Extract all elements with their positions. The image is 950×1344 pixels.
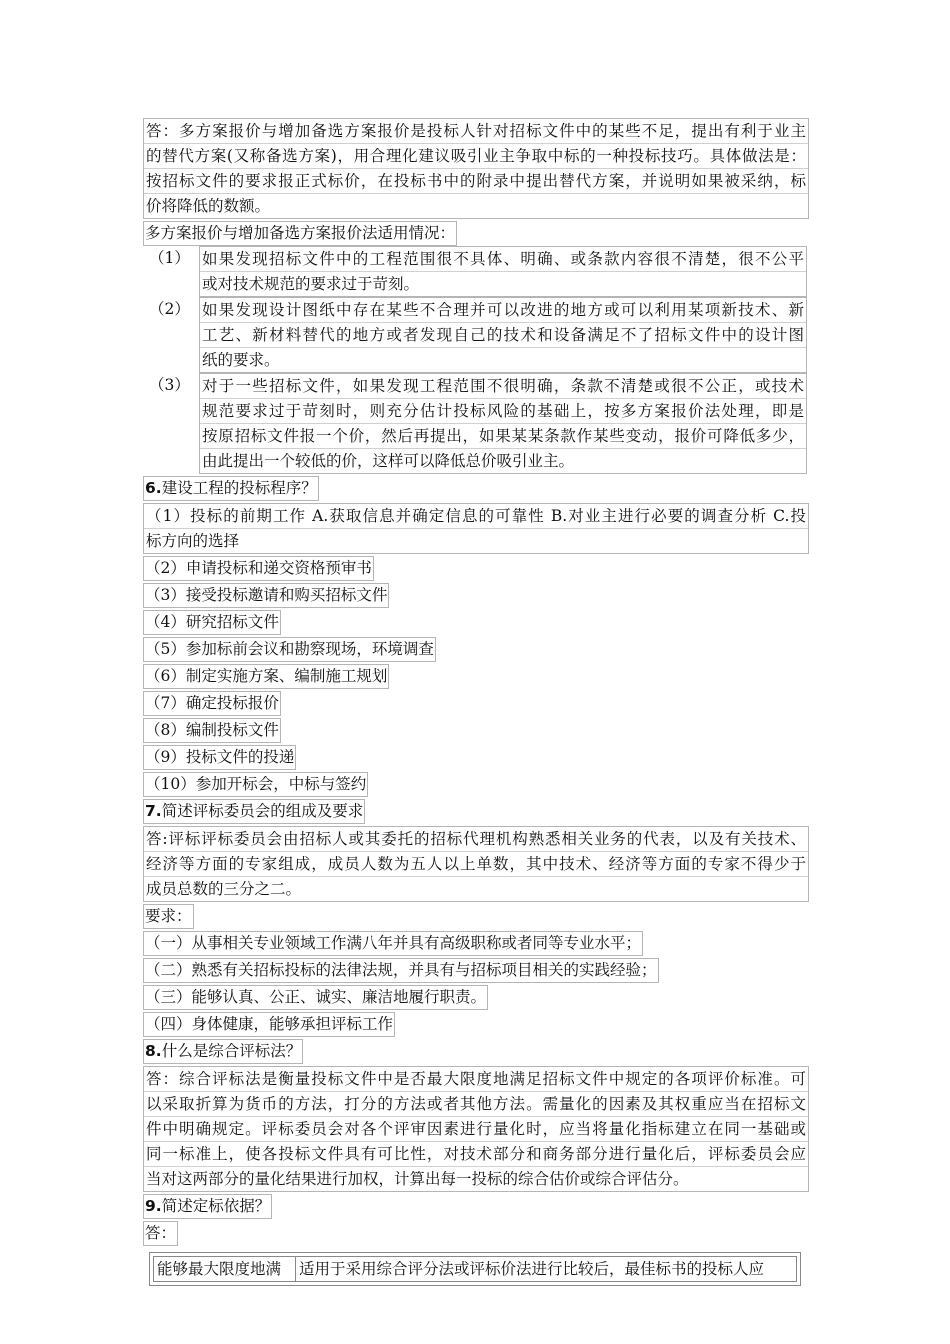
text-line: 同一标准上，使各投标文件具有可比性，对技术部分和商务部分进行量化后，评标委员会应: [144, 1142, 808, 1167]
question-title: 建设工程的投标程序？: [161, 479, 317, 497]
text-line: （1）投标的前期工作 A.获取信息并确定信息的可靠性 B.对业主进行必要的调查分析 C.投: [144, 504, 808, 529]
step-item: （7）确定投标报价: [143, 691, 281, 716]
question-title: 简述评标委员会的组成及要求: [161, 802, 364, 820]
applicable-heading: 多方案报价与增加备选方案报价法适用情况：: [143, 221, 457, 246]
table-cell: 适用于采用综合评分法或评标价法进行比较后，最佳标书的投标人应: [296, 1256, 797, 1282]
document-page: [143, 116, 809, 1286]
question-heading: [143, 799, 365, 824]
text-line: 规范要求过于苛刻时，则充分估计投标风险的基础上，按多方案报价法处理，即是: [200, 399, 806, 424]
text-line: 对于一些招标文件，如果发现工程范围不很明确，条款不清楚或很不公正，或技术: [200, 374, 806, 399]
requirements-label: 要求：: [143, 904, 194, 929]
question-heading: [143, 1194, 272, 1219]
requirement-item: （四）身体健康，能够承担评标工作: [143, 1012, 395, 1037]
question-heading: [143, 476, 319, 501]
text-line: 如果发现设计图纸中存在某些不合理并可以改进的地方或可以利用某项新技术、新: [200, 298, 806, 323]
text-line: 按招标文件的要求报正式标价，在投标书中的附录中提出替代方案，并说明如果被采纳，标: [144, 169, 808, 194]
table-cell: 能够最大限度地满: [153, 1256, 296, 1282]
requirement-item: （三）能够认真、公正、诚实、廉洁地履行职责。: [143, 985, 488, 1010]
step-item: （6）制定实施方案、编制施工规划: [143, 664, 389, 689]
text-line: 答：多方案报价与增加备选方案报价是投标人针对招标文件中的某些不足，提出有利于业主: [144, 119, 808, 144]
intro-answer: [143, 118, 809, 219]
text-line: 或对技术规范的要求过于苛刻。: [202, 275, 420, 293]
step-item: （3）接受投标邀请和购买招标文件: [143, 583, 389, 608]
text-line: 纸的要求。: [202, 351, 280, 369]
step-item: （4）研究招标文件: [143, 610, 281, 635]
requirement-item: （二）熟悉有关招标投标的法律法规，并具有与招标项目相关的实践经验；: [143, 958, 659, 983]
step-item: （2）申请投标和递交资格预审书: [143, 556, 374, 581]
requirement-item: （一）从事相关专业领域工作满八年并具有高级职称或者同等专业水平；: [143, 931, 643, 956]
step-item: （9）投标文件的投递: [143, 745, 296, 770]
list-item: [143, 297, 809, 373]
text-line: 按原招标文件报一个价，然后再提出，如果某某条款作某些变动，报价可降低多少，: [200, 424, 806, 449]
text-line: 答：综合评标法是衡量投标文件中是否最大限度地满足招标文件中规定的各项评价标准。可: [144, 1067, 808, 1092]
text-line: 件中明确规定。评标委员会对各个评审因素进行量化时，应当将量化指标建立在同一基础或: [144, 1117, 808, 1142]
step-one: [143, 503, 809, 554]
text-line: 以采取折算为货币的方法，打分的方法或者其他方法。需量化的因素及其权重应当在招标文: [144, 1092, 808, 1117]
text-line: 经济等方面的专家组成，成员人数为五人以上单数，其中技术、经济等方面的专家不得少于: [144, 852, 808, 877]
question-title: 什么是综合评标法？: [161, 1042, 302, 1060]
text-line: 如果发现招标文件中的工程范围很不具体、明确、或条款内容很不清楚，很不公平: [200, 247, 806, 272]
criteria-table: [149, 1252, 801, 1286]
answer-label: 答：: [143, 1221, 178, 1246]
item-number: （2）: [149, 300, 190, 318]
step-item: （10）参加开标会，中标与签约: [143, 772, 368, 797]
question-title: 简述定标依据？: [161, 1197, 271, 1215]
list-item: [143, 373, 809, 474]
step-item: （5）参加标前会议和勘察现场，环境调查: [143, 637, 436, 662]
answer: [143, 1066, 809, 1192]
text-line: 标方向的选择: [146, 532, 240, 550]
question-number: 6.: [145, 479, 162, 497]
text-line: 当对这两部分的量化结果进行加权，计算出每一投标的综合估价或综合评估分。: [146, 1170, 689, 1188]
question-number: 9.: [145, 1197, 162, 1215]
list-item: [143, 246, 809, 297]
answer: [143, 826, 809, 902]
text-line: 由此提出一个较低的价，这样可以降低总价吸引业主。: [202, 452, 575, 470]
text-line: 价将降低的数额。: [146, 197, 271, 215]
step-item: （8）编制投标文件: [143, 718, 281, 743]
item-number: （1）: [149, 249, 190, 267]
question-heading: [143, 1039, 303, 1064]
question-number: 8.: [145, 1042, 162, 1060]
text-line: 的替代方案(又称备选方案)，用合理化建议吸引业主争取中标的一种投标技巧。具体做法是：: [144, 144, 808, 169]
text-line: 工艺、新材料替代的地方或者发现自己的技术和设备满足不了招标文件中的设计图: [200, 323, 806, 348]
item-number: （3）: [149, 376, 190, 394]
question-number: 7.: [145, 802, 162, 820]
text-line: 成员总数的三分之二。: [146, 880, 302, 898]
text-line: 答:评标评标委员会由招标人或其委托的招标代理机构熟悉相关业务的代表，以及有关技术、: [144, 827, 808, 852]
